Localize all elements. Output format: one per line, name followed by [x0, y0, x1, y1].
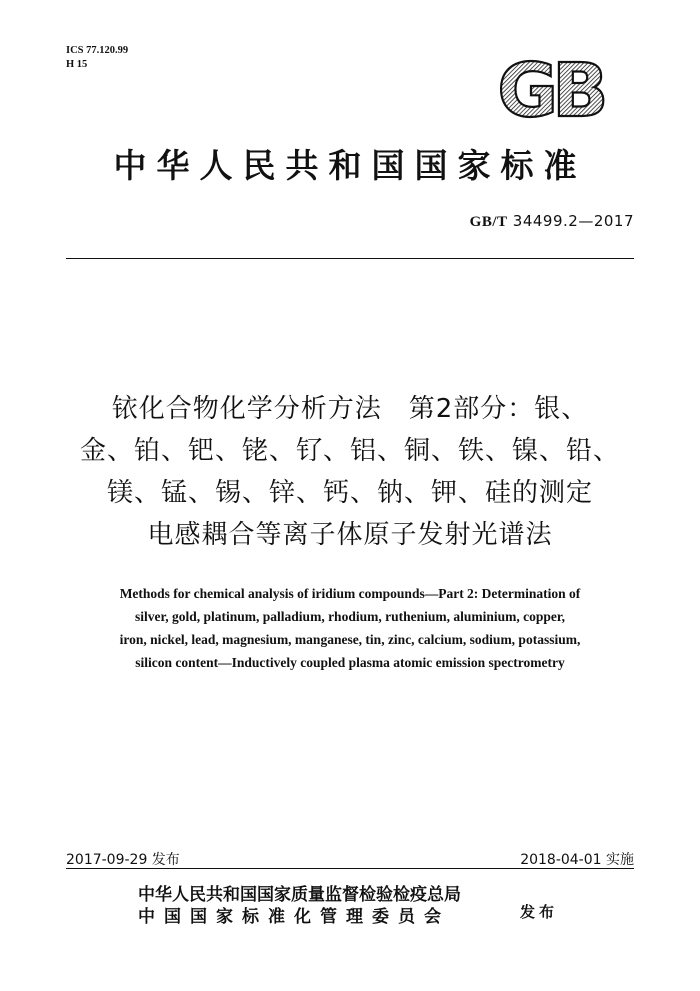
english-title: [40, 582, 660, 674]
english-title-line: silver, gold, platinum, palladium, rhodium, ruthenium, aluminium, copper,: [135, 609, 565, 624]
issuer-org: 中华人民共和国国家质量监督检验检疫总局: [138, 885, 461, 905]
top-divider: [66, 258, 634, 259]
chinese-title-line: 镁、锰、锡、锌、钙、钠、钾、硅的测定: [106, 478, 593, 508]
chinese-title-line: 金、铂、钯、铑、钌、铝、铜、铁、镍、铅、: [79, 436, 620, 466]
gb-logo: [452, 54, 648, 124]
english-title-line: Methods for chemical analysis of iridium compounds—Part 2: Determination of: [119, 586, 581, 601]
publish-label: 发布: [520, 903, 559, 921]
implementation-date: 2018-04-01 实施: [520, 852, 634, 868]
chinese-title: [0, 388, 700, 556]
issuing-authorities: [138, 884, 461, 928]
issuer-org: 中国国家标准化管理委员会: [138, 907, 450, 927]
issue-date: 2017-09-29 发布: [66, 852, 180, 868]
chinese-title-line: 电感耦合等离子体原子发射光谱法: [147, 520, 553, 550]
chinese-title-line: 铱化合物化学分析方法 第2部分：银、: [111, 394, 589, 424]
gb-logo-text: GB: [497, 54, 603, 124]
ics-code: ICS 77.120.99: [66, 45, 129, 56]
national-standard-title: 中华人民共和国国家标准: [113, 146, 587, 185]
standard-prefix: GB/T: [469, 214, 508, 230]
standard-code: 34499.2—2017: [512, 212, 634, 230]
ccs-code: H 15: [66, 59, 88, 70]
english-title-line: silicon content—Inductively coupled plasma atomic emission spectrometry: [135, 655, 565, 670]
classification-codes: [66, 44, 128, 72]
standard-number: [470, 212, 634, 231]
english-title-line: iron, nickel, lead, magnesium, manganese, tin, zinc, calcium, sodium, potassium,: [119, 632, 581, 647]
bottom-divider: [66, 868, 634, 869]
